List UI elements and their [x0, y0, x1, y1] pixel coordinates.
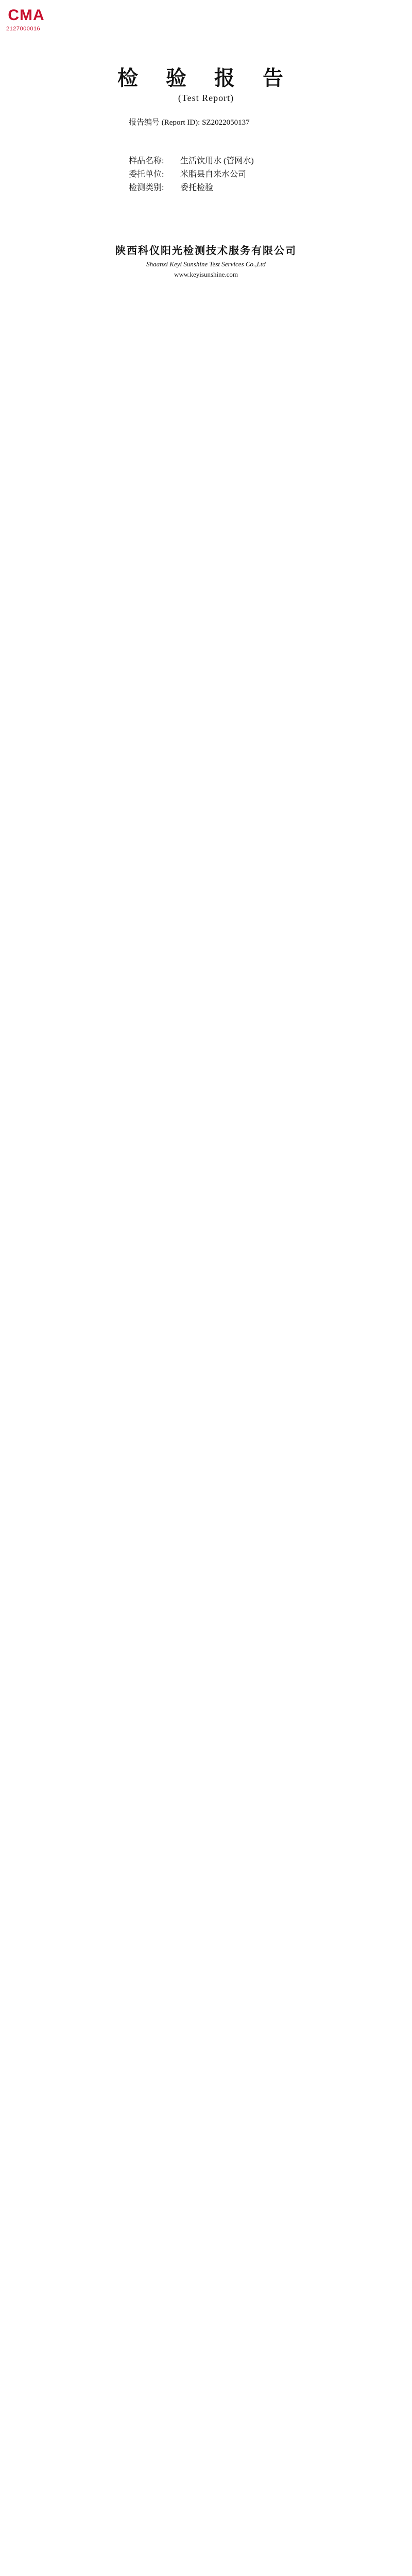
sample-info	[129, 155, 345, 195]
info-label: 委托单位:	[129, 170, 164, 179]
report-id-label: 报告编号 (Report ID):	[129, 118, 200, 127]
report-subtitle: (Test Report)	[178, 93, 234, 103]
info-row-client	[129, 168, 345, 181]
info-row-category	[129, 181, 345, 195]
report-id-value: SZ2022050137	[202, 118, 250, 127]
info-row-sample	[129, 155, 345, 168]
cma-logo: CMA	[8, 7, 45, 24]
issuer-url: www.keyisunshine.com	[174, 270, 238, 278]
issuer-name-en: Shaanxi Keyi Sunshine Test Services Co.,Ltd	[146, 260, 266, 268]
cma-number: 2127000016	[6, 26, 41, 32]
issuer-name-cn: 陕西科仪阳光检测技术服务有限公司	[115, 245, 297, 257]
info-value: 委托检验	[180, 183, 214, 192]
info-label: 检测类别:	[129, 183, 164, 192]
info-value: 生活饮用水 (管网水)	[180, 157, 254, 165]
report-title: 检 验 报 告	[117, 66, 295, 90]
issuer-block	[0, 242, 412, 279]
info-label: 样品名称:	[129, 157, 164, 165]
info-value: 米脂县自来水公司	[180, 170, 247, 179]
report-id	[129, 116, 250, 127]
